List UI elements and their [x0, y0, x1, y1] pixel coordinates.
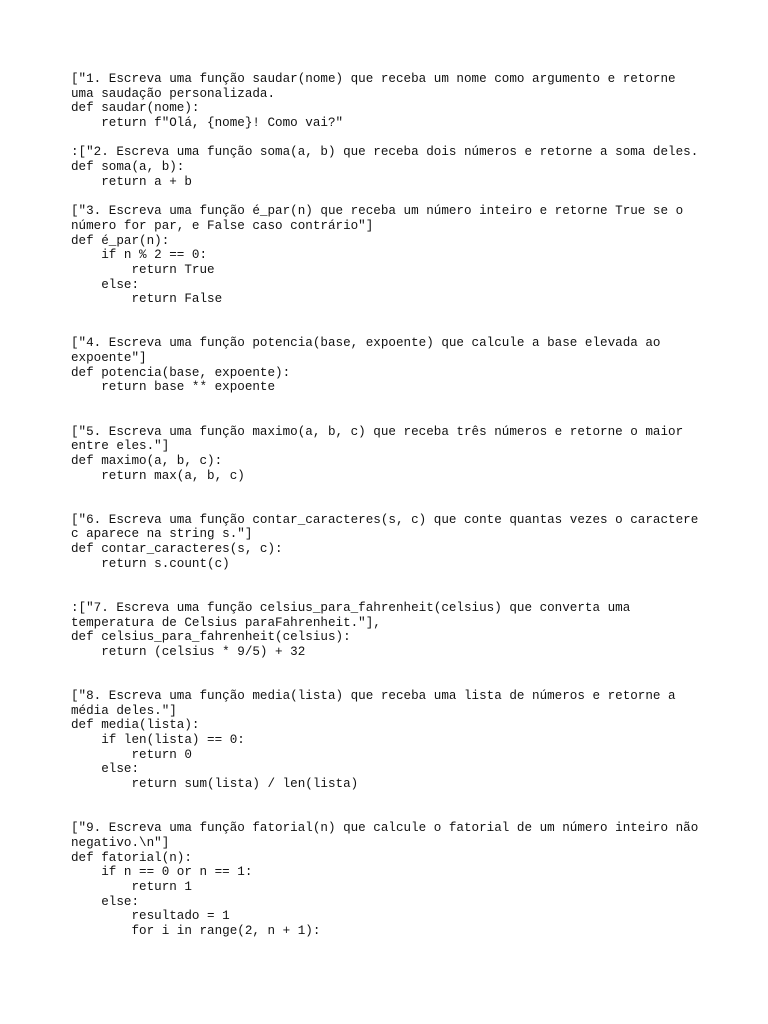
- exercise-6-prompt-line-2: c aparece na string s."]: [71, 527, 253, 542]
- exercise-5-code-line-1: def maximo(a, b, c):: [71, 453, 223, 468]
- exercise-1-code-line-2: return f"Olá, {nome}! Como vai?": [71, 116, 344, 131]
- spacer: [71, 190, 731, 205]
- exercise-8-code-line-5: return sum(lista) / len(lista): [71, 777, 359, 792]
- exercise-9: [71, 821, 731, 939]
- exercise-5: [71, 425, 731, 484]
- exercise-3-code-line-5: return False: [71, 292, 223, 307]
- spacer: [71, 131, 731, 146]
- exercise-6-code-line-1: def contar_caracteres(s, c):: [71, 542, 283, 557]
- exercise-4-code-line-1: def potencia(base, expoente):: [71, 365, 291, 380]
- exercise-7-prompt-line-1: :["7. Escreva uma função celsius_para_fahrenheit(celsius) que converta uma: [71, 600, 631, 615]
- exercise-6-prompt-line-1: ["6. Escreva uma função contar_caracteres(s, c) que conte quantas vezes o caractere: [71, 512, 699, 527]
- exercise-6-code-line-2: return s.count(c): [71, 556, 230, 571]
- exercise-3: [71, 204, 731, 307]
- exercise-7-code-line-1: def celsius_para_fahrenheit(celsius):: [71, 630, 351, 645]
- exercise-9-code-line-5: resultado = 1: [71, 909, 230, 924]
- exercise-6: [71, 513, 731, 572]
- exercise-8-code-line-1: def media(lista):: [71, 718, 200, 733]
- exercise-2-code-line-2: return a + b: [71, 174, 192, 189]
- spacer: [71, 395, 731, 424]
- exercise-8-code-line-3: return 0: [71, 747, 192, 762]
- exercise-9-code-line-6: for i in range(2, n + 1):: [71, 923, 321, 938]
- exercise-2-code-line-1: def soma(a, b):: [71, 160, 185, 175]
- exercise-1-code-line-1: def saudar(nome):: [71, 101, 200, 116]
- exercise-7-code-line-2: return (celsius * 9/5) + 32: [71, 644, 306, 659]
- exercise-3-code-line-2: if n % 2 == 0:: [71, 248, 208, 263]
- exercise-3-code-line-4: else:: [71, 277, 140, 292]
- exercise-4-code-line-2: return base ** expoente: [71, 380, 276, 395]
- exercise-4-prompt-line-1: ["4. Escreva uma função potencia(base, expoente) que calcule a base elevada ao: [71, 336, 661, 351]
- spacer: [71, 792, 731, 821]
- exercise-3-code-line-1: def é_par(n):: [71, 233, 170, 248]
- spacer: [71, 571, 731, 600]
- exercise-9-code-line-2: if n == 0 or n == 1:: [71, 865, 253, 880]
- exercise-2: [71, 145, 731, 189]
- spacer: [71, 483, 731, 512]
- exercise-9-prompt-line-1: ["9. Escreva uma função fatorial(n) que calcule o fatorial de um número inteiro não: [71, 821, 699, 836]
- spacer: [71, 307, 731, 336]
- exercise-2-prompt-line-1: :["2. Escreva uma função soma(a, b) que receba dois números e retorne a soma deles.: [71, 145, 699, 160]
- exercise-4-prompt-line-2: expoente"]: [71, 351, 147, 366]
- document-page: [71, 72, 731, 939]
- exercise-5-prompt-line-1: ["5. Escreva uma função maximo(a, b, c) que receba três números e retorne o maior: [71, 424, 684, 439]
- exercise-7: [71, 601, 731, 660]
- exercise-5-prompt-line-2: entre eles."]: [71, 439, 170, 454]
- exercise-8-prompt-line-1: ["8. Escreva uma função media(lista) que receba uma lista de números e retorne a: [71, 688, 676, 703]
- exercise-3-prompt-line-1: ["3. Escreva uma função é_par(n) que receba um número inteiro e retorne True se o: [71, 204, 684, 219]
- exercise-9-prompt-line-2: negativo.\n"]: [71, 835, 170, 850]
- exercise-9-code-line-1: def fatorial(n):: [71, 850, 192, 865]
- exercise-5-code-line-2: return max(a, b, c): [71, 468, 245, 483]
- exercise-8-code-line-2: if len(lista) == 0:: [71, 733, 245, 748]
- exercise-8-code-line-4: else:: [71, 762, 140, 777]
- exercise-1-prompt-line-2: uma saudação personalizada.: [71, 86, 276, 101]
- exercise-1-prompt-line-1: ["1. Escreva uma função saudar(nome) que receba um nome como argumento e retorne: [71, 72, 676, 86]
- exercise-4: [71, 336, 731, 395]
- exercise-9-code-line-3: return 1: [71, 879, 192, 894]
- exercise-8: [71, 689, 731, 792]
- spacer: [71, 660, 731, 689]
- exercise-7-prompt-line-2: temperatura de Celsius paraFahrenheit."],: [71, 615, 381, 630]
- exercise-1: [71, 72, 731, 131]
- exercise-3-code-line-3: return True: [71, 262, 215, 277]
- exercise-3-prompt-line-2: número for par, e False caso contrário"]: [71, 218, 374, 233]
- exercise-8-prompt-line-2: média deles."]: [71, 703, 177, 718]
- exercise-9-code-line-4: else:: [71, 894, 140, 909]
